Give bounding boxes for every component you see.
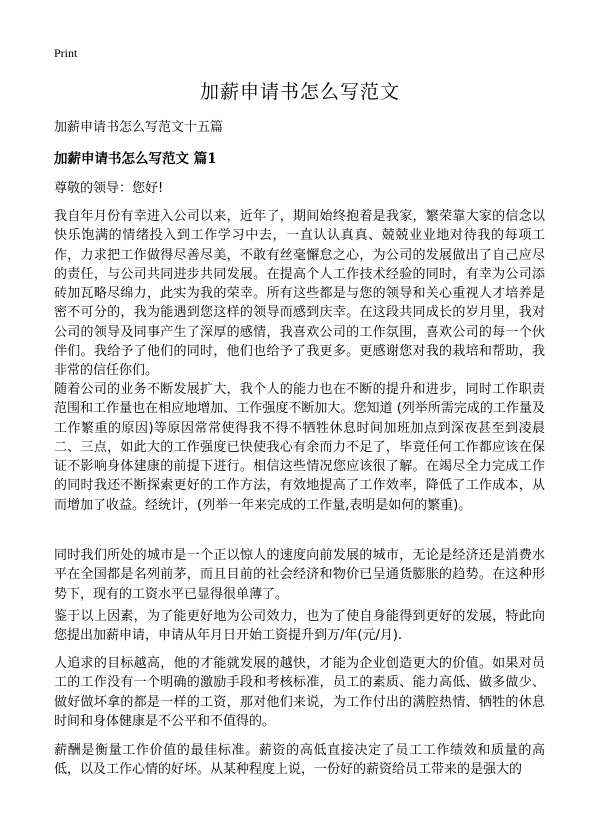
- page-title: 加薪申请书怎么写范文: [199, 81, 400, 103]
- paragraph: 薪酬是衡量工作价值的最佳标准。薪资的高低直接决定了员工工作绩效和质量的高低，以及工作心情的好坏。从某种程度上说，一份好的薪资给员工带来的是强大的: [54, 743, 545, 778]
- paragraph: 同时我们所处的城市是一个正以惊人的速度向前发展的城市，无论是经济还是消费水平在全国都是名列前茅，而且目前的社会经济和物价已呈通货膨胀的趋势。在这种形势下，现有的工资水平已显得很单薄了。: [54, 548, 545, 602]
- paragraph: 人追求的目标越高，他的才能就发展的越快，才能为企业创造更大的价值。如果对员工的工作没有一个明确的激励手段和考核标准，员工的素质、能力高低、做多做少、做好做坏拿的都是一样的工资，那对他们来说，为工作付出的满腔热情、牺牲的休息时间和身体健康是不公平和不值得的。: [54, 656, 545, 729]
- greeting: 尊敬的领导：您好!: [54, 181, 164, 196]
- paragraph: 随着公司的业务不断发展扩大，我个人的能力也在不断的提升和进步，同时工作职责范围和工作量也在相应地增加、工作强度不断加大。您知道 (列举所需完成的工作量及工作繁重的原因)等原因常常使得我不得不牺牲休息时间加班加点到深夜甚至到凌晨二、三点，如此大的工作强度已快使我心有余而力不足了，毕竟任何工作都应该在保证不影响身体建康的前提下进行。相信这些情况您应该很了解。在竭尽全力完成工作的同时我还不断探索更好的工作方法，有效地提高了工作效率，降低了工作成本，从而增加了收益。经统计，(列举一年来完成的工作量,表明是如何的繁重)。: [54, 382, 545, 513]
- print-link[interactable]: Print: [54, 46, 78, 60]
- paragraph: 鉴于以上因素，为了能更好地为公司效力，也为了使自身能得到更好的发展，特此向您提出加薪申请，申请从年月日开始工资提升到万/年(元/月).: [54, 609, 545, 644]
- paragraph: 我自年月份有幸进入公司以来，近年了，期间始终抱着是我家，繁荣靠大家的信念以快乐饱满的情绪投入到工作学习中去，一直认认真真、兢兢业业地对待我的每项工作，力求把工作做得尽善尽美，不敢有丝毫懈怠之心，为公司的发展做出了自己应尽的责任，与公司共同进步共同发展。在提高个人工作技术经验的同时，有幸为公司添砖加瓦略尽绵力，此实为我的荣幸。所有这些都是与您的领导和关心重视人才培养是密不可分的，我为能遇到您这样的领导而感到庆幸。在这段共同成长的岁月里，我对公司的领导及同事产生了深厚的感情，我喜欢公司的工作氛围，喜欢公司的每一个伙伴们。我给予了他们的同时，他们也给予了我更多。更感谢您对我的栽培和帮助，我非常的信任你们。: [54, 209, 545, 379]
- document-subtitle: 加薪申请书怎么写范文十五篇: [54, 120, 224, 135]
- article-heading: 加薪申请书怎么写范文 篇1: [54, 151, 217, 167]
